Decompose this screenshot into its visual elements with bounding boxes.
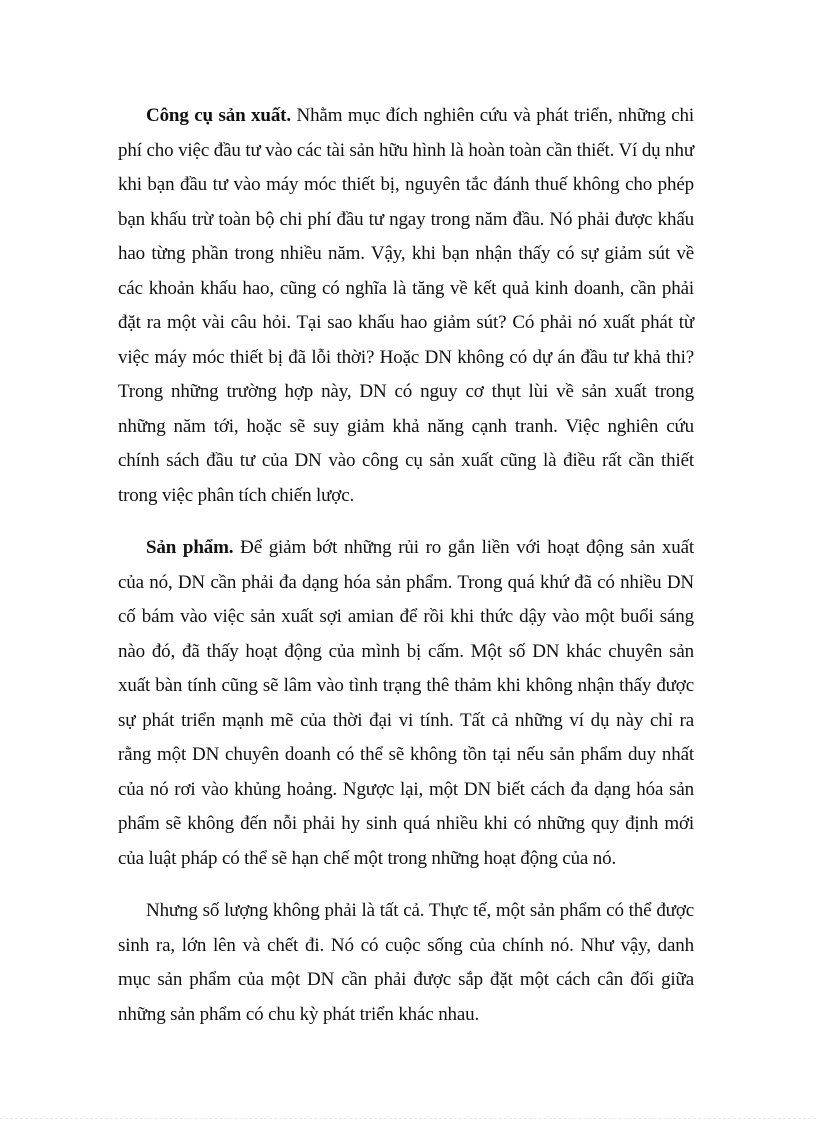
document-body (118, 99, 694, 1032)
paragraph-heading-production-tools: Công cụ sản xuất. (146, 105, 291, 126)
paragraph-heading-products: Sản phẩm. (146, 537, 234, 558)
paragraph-text-production-tools: Nhằm mục đích nghiên cứu và phát triển, những chi phí cho việc đầu tư vào các tài sản hữu hình là hoàn toàn cần thiết. Ví dụ như khi bạn đầu tư vào máy móc thiết bị, nguyên tắc đánh thuế không cho phép bạn khấu trừ toàn bộ chi phí đầu tư ngay trong năm đầu. Nó phải được khấu hao từng phần trong nhiều năm. Vậy, khi bạn nhận thấy có sự giảm sút về các khoản khấu hao, cũng có nghĩa là tăng về kết quả kinh doanh, cần phải đặt ra một vài câu hỏi. Tại sao khấu hao giảm sút? Có phải nó xuất phát từ việc máy móc thiết bị đã lỗi thời? Hoặc DN không có dự án đầu tư khả thi? Trong những trường hợp này, DN có nguy cơ thụt lùi về sản xuất trong những năm tới, hoặc sẽ suy giảm khả năng cạnh tranh. Việc nghiên cứu chính sách đầu tư của DN vào công cụ sản xuất cũng là điều rất cần thiết trong việc phân tích chiến lược. (118, 105, 694, 506)
paragraph-text-products: Để giảm bớt những rủi ro gắn liền với hoạt động sản xuất của nó, DN cần phải đa dạng hóa sản phẩm. Trong quá khứ đã có nhiều DN cố bám vào việc sản xuất sợi amian để rồi khi thức dậy vào một buổi sáng nào đó, đã thấy hoạt động của mình bị cấm. Một số DN khác chuyên sản xuất bàn tính cũng sẽ lâm vào tình trạng thê thảm khi không nhận thấy được sự phát triển mạnh mẽ của thời đại vi tính. Tất cả những ví dụ này chỉ ra rằng một DN chuyên doanh có thể sẽ không tồn tại nếu sản phẩm duy nhất của nó rơi vào khủng hoảng. Ngược lại, một DN biết cách đa dạng hóa sản phẩm sẽ không đến nỗi phải hy sinh quá nhiều khi có những quy định mới của luật pháp có thể sẽ hạn chế một trong những hoạt động của nó. (118, 537, 695, 869)
page-bottom-edge (0, 1118, 816, 1119)
paragraph-production-tools (118, 99, 694, 513)
paragraph-product-lifecycle (118, 894, 694, 1032)
paragraph-products (118, 531, 694, 876)
paragraph-text-product-lifecycle: Nhưng số lượng không phải là tất cả. Thực tế, một sản phẩm có thể được sinh ra, lớn lên và chết đi. Nó có cuộc sống của chính nó. Như vậy, danh mục sản phẩm của một DN cần phải được sắp đặt một cách cân đối giữa những sản phẩm có chu kỳ phát triển khác nhau. (118, 900, 694, 1025)
